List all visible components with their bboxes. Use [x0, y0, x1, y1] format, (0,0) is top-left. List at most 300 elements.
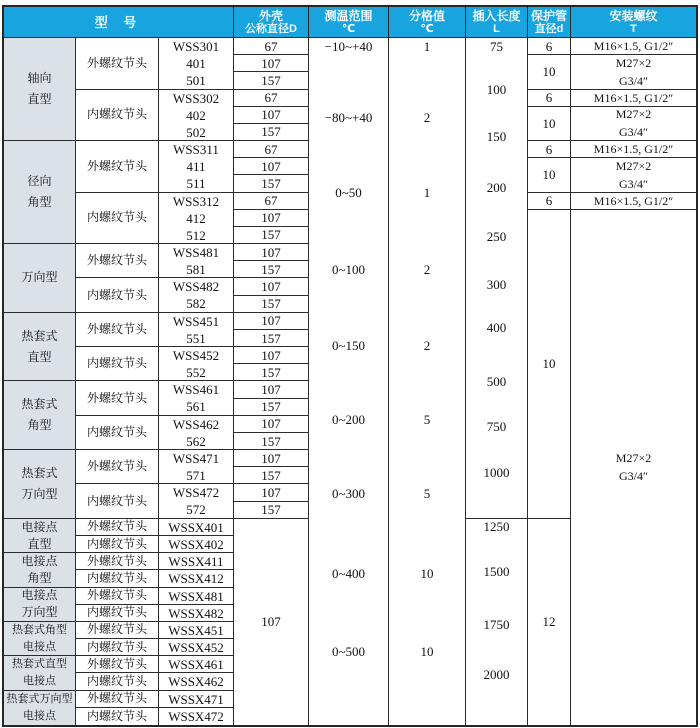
- joint-cell-line: 内螺纹节头: [86, 287, 147, 302]
- shell-value-cell: [234, 38, 308, 55]
- thread-value-cell-line: M27×2: [615, 158, 652, 173]
- thread-value-cell-line: G3/4″: [619, 73, 648, 88]
- model-cell-line: 412: [186, 210, 206, 226]
- model-cell: [159, 381, 233, 415]
- model-cell-line: WSSX481: [168, 588, 224, 604]
- model-cell-line: 411: [186, 159, 206, 175]
- shell-merged-cell-line: 107: [261, 614, 281, 630]
- group-cell: [4, 519, 75, 553]
- shell-value-cell-line: 157: [261, 433, 281, 449]
- shell-value-cell-line: 67: [264, 90, 278, 106]
- model-cell-line: WSSX402: [168, 536, 224, 552]
- joint-cell: [76, 588, 158, 605]
- shell-value-cell-line: 157: [261, 330, 281, 346]
- model-cell: [159, 691, 233, 708]
- model-cell: [159, 450, 233, 484]
- group-cell-line: 电接点: [23, 640, 56, 653]
- joint-cell: [76, 313, 158, 347]
- length-value: 75: [490, 39, 503, 54]
- temp-range-value: 0~100: [331, 262, 366, 277]
- joint-cell-line: 内螺纹节头: [86, 493, 147, 508]
- model-cell: [159, 347, 233, 381]
- tube-value-cell: [528, 55, 570, 89]
- tube-value-cell-line: 6: [545, 90, 553, 106]
- thread-value-cell: [571, 38, 696, 55]
- temp-range-value: 0~500: [331, 644, 366, 659]
- model-cell: [159, 622, 233, 639]
- joint-cell: [76, 673, 158, 690]
- shell-value-cell-line: 67: [264, 38, 278, 54]
- joint-cell: [76, 484, 158, 518]
- shell-value-cell-line: 157: [261, 399, 281, 415]
- division-value: 2: [423, 110, 431, 125]
- shell-value-cell: [234, 450, 308, 467]
- group-cell-line: 热套式万向型: [6, 692, 73, 705]
- joint-cell-line: 外螺纹节头: [86, 656, 147, 671]
- joint-cell: [76, 278, 158, 312]
- joint-cell-line: 内螺纹节头: [86, 570, 147, 585]
- shell-value-cell-line: 157: [261, 72, 281, 88]
- group-cell: [4, 381, 75, 450]
- thread-value-cell: [571, 193, 696, 210]
- joint-cell: [76, 536, 158, 553]
- model-cell: [159, 313, 233, 347]
- group-cell: [4, 588, 75, 622]
- group-cell-line: 电接点: [23, 674, 56, 687]
- model-cell: [159, 278, 233, 312]
- shell-value-cell-line: 157: [261, 364, 281, 380]
- header-model: [4, 7, 233, 38]
- model-cell-line: WSSX451: [168, 622, 224, 638]
- shell-value-cell: [234, 467, 308, 484]
- group-cell: [4, 553, 75, 587]
- thread-value-cell-line: M16×1.5, G1/2″: [593, 142, 674, 157]
- header-mount-thread: [570, 7, 696, 38]
- shell-value-cell: [234, 124, 308, 141]
- temp-range-value: 0~50: [335, 185, 362, 200]
- joint-cell-line: 内螺纹节头: [86, 107, 147, 122]
- joint-cell: [76, 38, 158, 90]
- tube-value-cell-line: 10: [542, 356, 556, 372]
- group-cell-line: 万向型: [21, 605, 58, 620]
- division-value: 1: [423, 39, 431, 54]
- group-cell-line: 电接点: [21, 588, 58, 603]
- shell-value-cell-line: 157: [261, 261, 281, 277]
- joint-cell-line: 外螺纹节头: [86, 588, 147, 603]
- header-shell-line1: 外壳: [258, 9, 283, 23]
- model-cell-line: 562: [186, 433, 206, 449]
- shell-value-cell: [234, 278, 308, 295]
- model-cell-line: WSS482: [172, 279, 220, 295]
- model-cell: [159, 38, 233, 90]
- group-cell-line: 万向型: [21, 487, 58, 501]
- header-range-line2: ℃: [341, 23, 356, 35]
- model-cell-line: 581: [186, 262, 206, 278]
- joint-cell-line: 内螺纹节头: [86, 673, 147, 688]
- thread-value-cell: [571, 107, 696, 141]
- column-insert-length: [465, 38, 527, 725]
- model-cell-line: WSSX482: [168, 605, 224, 621]
- joint-cell: [76, 193, 158, 245]
- model-cell: [159, 244, 233, 278]
- division-value: 1: [423, 185, 431, 200]
- model-cell-line: 501: [186, 73, 206, 88]
- shell-value-cell-line: 67: [264, 141, 278, 157]
- length-value: 500: [486, 374, 507, 389]
- joint-cell: [76, 244, 158, 278]
- thread-value-cell-line: M16×1.5, G1/2″: [593, 39, 674, 54]
- model-cell-line: 511: [186, 176, 206, 192]
- joint-cell: [76, 570, 158, 587]
- group-cell-line: 角型: [27, 195, 52, 210]
- shell-value-cell-line: 107: [261, 279, 281, 294]
- group-cell: [4, 656, 75, 690]
- model-cell-line: WSS471: [172, 451, 220, 467]
- model-cell: [159, 656, 233, 673]
- division-value: 10: [420, 566, 434, 581]
- joint-cell-line: 内螺纹节头: [86, 356, 147, 371]
- group-cell-line: 热套式: [21, 397, 58, 412]
- tube-value-cell: [528, 38, 570, 55]
- shell-value-cell-line: 107: [261, 55, 281, 71]
- shell-value-cell: [234, 484, 308, 501]
- model-cell-line: WSS451: [172, 313, 220, 329]
- joint-cell: [76, 450, 158, 484]
- column-mount-thread: [570, 38, 696, 725]
- header-length-line2: L: [493, 23, 500, 35]
- shell-value-cell: [234, 158, 308, 175]
- shell-value-cell: [234, 381, 308, 398]
- model-cell: [159, 141, 233, 193]
- model-cell: [159, 605, 233, 622]
- tube-value-cell: [528, 107, 570, 141]
- tube-value-cell: [528, 158, 570, 192]
- length-value: 250: [486, 229, 507, 244]
- shell-value-cell: [234, 502, 308, 519]
- header-division-value: [388, 7, 465, 38]
- model-cell-line: WSSX411: [168, 554, 224, 570]
- model-cell-line: 402: [186, 107, 206, 123]
- model-cell-line: WSS461: [172, 382, 220, 398]
- header-division-line2: ℃: [420, 23, 434, 35]
- model-cell-line: WSSX412: [168, 571, 224, 587]
- shell-value-cell-line: 107: [261, 210, 281, 226]
- model-cell: [159, 588, 233, 605]
- shell-value-cell: [234, 55, 308, 72]
- header-shell-diameter: [233, 7, 308, 38]
- thread-value-cell-line: G3/4″: [619, 176, 648, 191]
- shell-value-cell-line: 107: [261, 158, 281, 174]
- joint-cell-line: 内螺纹节头: [86, 536, 147, 551]
- model-cell-line: 571: [186, 468, 206, 484]
- joint-cell: [76, 553, 158, 570]
- shell-value-cell: [234, 364, 308, 381]
- shell-value-cell-line: 157: [261, 467, 281, 483]
- model-cell-line: WSSX452: [168, 640, 224, 656]
- model-cell-line: 552: [186, 365, 206, 381]
- model-cell-line: 561: [186, 399, 206, 415]
- division-value: 2: [423, 338, 431, 353]
- model-cell: [159, 416, 233, 450]
- header-shell-line2: 公称直径D: [245, 23, 297, 35]
- length-value: 1250: [483, 519, 510, 534]
- model-cell: [159, 673, 233, 690]
- model-cell: [159, 519, 233, 536]
- group-cell-line: 热套式角型: [12, 623, 67, 636]
- model-cell-line: 502: [186, 124, 206, 140]
- spec-table: [2, 5, 698, 727]
- temp-range-value: −80~+40: [324, 110, 373, 125]
- group-cell: [4, 141, 75, 244]
- thread-value-cell-line: G3/4″: [619, 125, 648, 140]
- division-value: 2: [423, 262, 431, 277]
- tube-value-cell: [528, 210, 570, 519]
- model-cell: [159, 536, 233, 553]
- temp-range-value: 0~150: [331, 338, 366, 353]
- group-cell-line: 热套式直型: [12, 657, 67, 670]
- column-shell-diameter: [233, 38, 308, 725]
- model-cell: [159, 484, 233, 518]
- length-value: 300: [486, 277, 507, 292]
- joint-cell: [76, 656, 158, 673]
- header-division-line1: 分格值: [408, 9, 445, 23]
- header-range-line1: 测温范围: [324, 9, 373, 23]
- model-cell-line: 401: [186, 56, 206, 71]
- joint-cell-line: 内螺纹节头: [86, 708, 147, 723]
- shell-value-cell-line: 157: [261, 124, 281, 140]
- temp-range-value: 0~400: [331, 566, 366, 581]
- model-cell: [159, 570, 233, 587]
- joint-cell-line: 外螺纹节头: [86, 519, 147, 534]
- shell-value-cell-line: 107: [261, 107, 281, 123]
- joint-cell-line: 外螺纹节头: [86, 622, 147, 637]
- thread-value-cell-line: M16×1.5, G1/2″: [593, 90, 674, 105]
- joint-cell: [76, 347, 158, 381]
- shell-value-cell-line: 107: [261, 244, 281, 260]
- length-value: 1000: [483, 465, 510, 480]
- tube-value-cell-line: 6: [545, 38, 553, 54]
- group-cell-line: 直型: [27, 92, 52, 107]
- length-value: 150: [486, 129, 507, 144]
- joint-cell: [76, 141, 158, 193]
- temp-range-value: 0~200: [331, 412, 366, 427]
- header-model-label: 型 号: [94, 15, 143, 30]
- thread-value-cell: [571, 55, 696, 89]
- group-cell-line: 电接点: [23, 709, 56, 722]
- group-cell-line: 直型: [27, 536, 52, 551]
- thread-value-cell-line: M27×2: [615, 451, 652, 466]
- joint-cell: [76, 605, 158, 622]
- shell-value-cell: [234, 433, 308, 450]
- group-cell-line: 热套式: [21, 328, 58, 343]
- division-value: 5: [423, 486, 431, 501]
- column-type-group: [4, 38, 75, 725]
- joint-cell-line: 外螺纹节头: [86, 459, 147, 474]
- joint-cell: [76, 381, 158, 415]
- shell-value-cell-line: 157: [261, 502, 281, 518]
- column-joint-type: [75, 38, 158, 725]
- joint-cell-line: 外螺纹节头: [86, 553, 147, 568]
- group-cell: [4, 38, 75, 141]
- model-cell-line: 551: [186, 330, 206, 346]
- thread-value-cell: [571, 90, 696, 107]
- length-value: 1500: [483, 564, 510, 579]
- column-tube-diameter: [527, 38, 570, 725]
- shell-value-cell: [234, 193, 308, 210]
- model-cell-line: WSS481: [172, 245, 220, 261]
- shell-value-cell: [234, 175, 308, 192]
- shell-value-cell: [234, 107, 308, 124]
- temp-range-value: −10~+40: [324, 39, 373, 54]
- model-cell: [159, 193, 233, 245]
- shell-value-cell: [234, 141, 308, 158]
- shell-merged-cell: [234, 519, 308, 725]
- group-cell-line: 热套式: [21, 466, 58, 480]
- column-division: [388, 38, 465, 725]
- model-cell-line: WSS312: [172, 193, 220, 209]
- model-cell-line: 572: [186, 502, 206, 518]
- group-cell: [4, 691, 75, 725]
- model-cell: [159, 553, 233, 570]
- shell-value-cell-line: 107: [261, 416, 281, 432]
- division-value: 5: [423, 412, 431, 427]
- shell-value-cell: [234, 210, 308, 227]
- joint-cell-line: 内螺纹节头: [86, 210, 147, 225]
- joint-cell: [76, 90, 158, 142]
- group-cell-line: 角型: [27, 418, 52, 433]
- thread-value-cell-line: M27×2: [615, 107, 652, 122]
- joint-cell-line: 外螺纹节头: [86, 321, 147, 336]
- length-value: 750: [486, 419, 507, 434]
- shell-value-cell-line: 107: [261, 313, 281, 329]
- group-cell-line: 电接点: [21, 553, 58, 568]
- shell-value-cell-line: 157: [261, 175, 281, 191]
- shell-value-cell: [234, 416, 308, 433]
- model-cell-line: WSSX471: [168, 691, 224, 707]
- group-cell: [4, 450, 75, 519]
- shell-value-cell-line: 157: [261, 227, 281, 243]
- model-cell-line: WSSX472: [168, 708, 224, 724]
- model-cell-line: WSS301: [172, 39, 220, 54]
- model-cell-line: WSS311: [173, 142, 219, 158]
- model-cell-line: 582: [186, 296, 206, 312]
- tube-value-cell: [528, 193, 570, 210]
- thread-value-cell-line: G3/4″: [619, 469, 648, 484]
- model-cell-line: 512: [186, 227, 206, 243]
- shell-value-cell: [234, 347, 308, 364]
- joint-cell: [76, 622, 158, 639]
- header-temp-range: [308, 7, 388, 38]
- temp-range-value: 0~300: [331, 486, 366, 501]
- tube-value-cell-line: 10: [542, 167, 556, 183]
- thread-value-cell: [571, 158, 696, 192]
- shell-value-cell: [234, 261, 308, 278]
- group-cell: [4, 622, 75, 656]
- division-value: 10: [420, 644, 434, 659]
- model-cell-line: WSS452: [172, 348, 220, 364]
- group-cell-line: 角型: [27, 570, 52, 585]
- length-value: 400: [486, 320, 507, 335]
- shell-value-cell-line: 67: [264, 193, 278, 209]
- length-value: 100: [486, 82, 507, 97]
- joint-cell: [76, 416, 158, 450]
- model-cell-line: WSSX461: [168, 657, 224, 673]
- thread-value-cell: [571, 141, 696, 158]
- shell-value-cell-line: 157: [261, 296, 281, 312]
- tube-value-cell-line: 10: [542, 115, 556, 131]
- joint-cell-line: 内螺纹节头: [86, 639, 147, 654]
- joint-cell-line: 外螺纹节头: [86, 390, 147, 405]
- joint-cell-line: 外螺纹节头: [86, 691, 147, 706]
- tube-value-cell: [528, 90, 570, 107]
- length-value: 2000: [483, 667, 510, 682]
- model-cell-line: WSSX462: [168, 674, 224, 690]
- group-cell-line: 径向: [27, 174, 52, 189]
- header-thread-line2: T: [630, 23, 637, 35]
- joint-cell: [76, 639, 158, 656]
- model-cell: [159, 639, 233, 656]
- header-tube-diameter: [527, 7, 570, 38]
- model-cell-line: WSS302: [172, 90, 220, 106]
- joint-cell: [76, 519, 158, 536]
- joint-cell-line: 内螺纹节头: [86, 424, 147, 439]
- thread-value-cell-line: M16×1.5, G1/2″: [593, 193, 674, 208]
- header-tube-line1: 保护管: [530, 9, 567, 23]
- joint-cell: [76, 691, 158, 708]
- joint-cell: [76, 708, 158, 725]
- shell-value-cell-line: 107: [261, 347, 281, 363]
- group-cell-line: 轴向: [27, 71, 52, 86]
- shell-value-cell: [234, 313, 308, 330]
- header-insert-length: [465, 7, 527, 38]
- model-cell-line: WSSX401: [168, 519, 224, 535]
- joint-cell-line: 外螺纹节头: [86, 55, 147, 70]
- tube-value-cell-line: 10: [542, 64, 556, 80]
- tube-value-cell-line: 12: [542, 614, 556, 630]
- shell-value-cell: [234, 244, 308, 261]
- joint-cell-line: 内螺纹节头: [86, 605, 147, 620]
- column-temp-range: [308, 38, 388, 725]
- header-tube-line2: 直径d: [534, 23, 564, 35]
- shell-value-cell: [234, 90, 308, 107]
- shell-value-cell-line: 107: [261, 450, 281, 466]
- length-value: 1750: [483, 617, 510, 632]
- header-length-line1: 插入长度: [472, 9, 521, 23]
- shell-value-cell: [234, 399, 308, 416]
- model-cell: [159, 90, 233, 142]
- model-cell: [159, 708, 233, 725]
- group-cell: [4, 313, 75, 382]
- shell-value-cell-line: 107: [261, 485, 281, 501]
- shell-value-cell-line: 107: [261, 382, 281, 398]
- table-header: [4, 7, 696, 38]
- model-cell-line: WSS472: [172, 485, 220, 501]
- model-cell-line: WSS462: [172, 416, 220, 432]
- shell-value-cell: [234, 296, 308, 313]
- group-cell: [4, 244, 75, 313]
- shell-value-cell: [234, 227, 308, 244]
- group-cell-line: 万向型: [21, 270, 58, 285]
- tube-value-cell-line: 6: [545, 193, 553, 209]
- column-model-number: [158, 38, 233, 725]
- joint-cell-line: 外螺纹节头: [86, 158, 147, 173]
- table-body: [4, 38, 696, 725]
- tube-value-cell: [528, 141, 570, 158]
- thread-value-cell: [571, 210, 696, 725]
- group-cell-line: 直型: [27, 349, 52, 364]
- joint-cell-line: 外螺纹节头: [86, 253, 147, 268]
- shell-value-cell: [234, 330, 308, 347]
